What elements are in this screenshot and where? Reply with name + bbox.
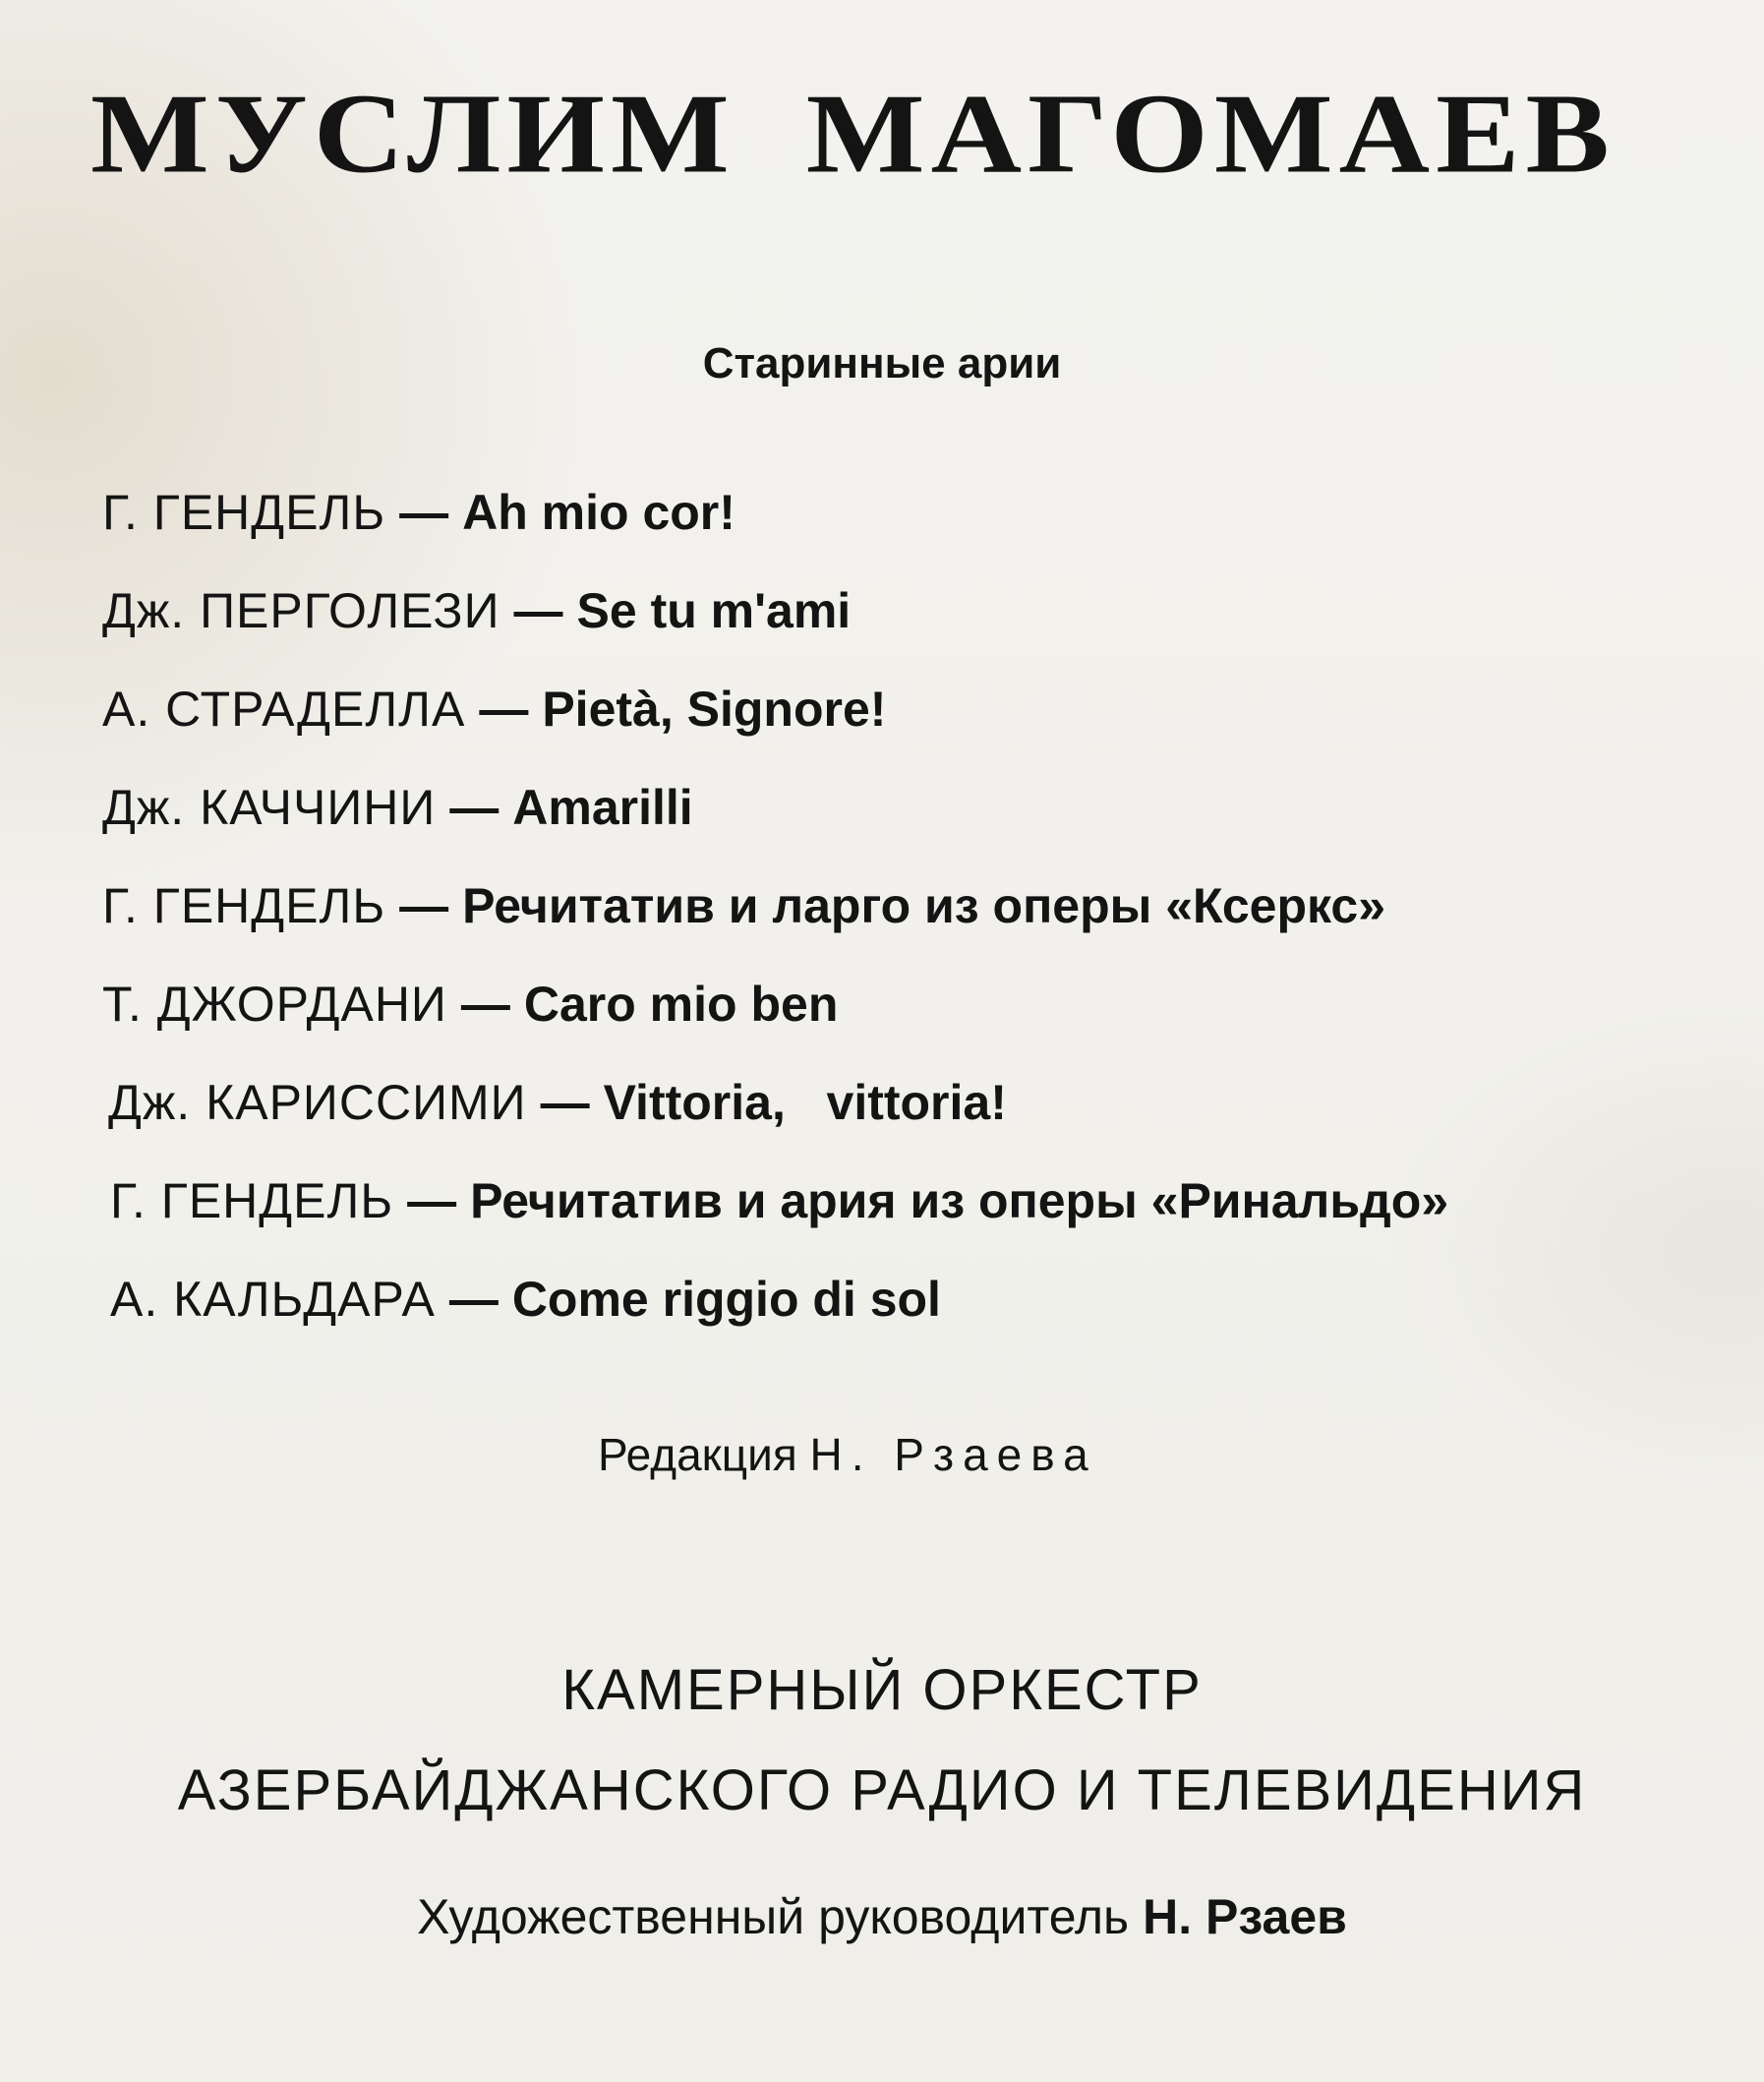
track-composer: Дж. КАЧЧИНИ: [102, 780, 437, 835]
track-item: [102, 878, 1386, 933]
director-label: Художественный руководитель: [417, 1889, 1130, 1944]
track-title: Vittoria, vittoria!: [603, 1075, 1007, 1130]
track-dash: —: [399, 485, 449, 540]
artist-name: МУСЛИМ МАГОМАЕВ: [90, 70, 1616, 197]
track-composer: Г. ГЕНДЕЛЬ: [102, 878, 386, 933]
track-dash: —: [540, 1075, 590, 1130]
track-title: Se tu m'ami: [576, 583, 852, 638]
track-dash: —: [399, 878, 449, 933]
track-title: Come riggio di sol: [511, 1272, 941, 1327]
track-dash: —: [407, 1173, 457, 1228]
director-name: Н. Рзаев: [1143, 1889, 1347, 1944]
track-composer: Г. ГЕНДЕЛЬ: [102, 485, 386, 540]
editor-prefix: Редакция: [598, 1429, 797, 1480]
track-dash: —: [479, 682, 529, 737]
track-composer: А. СТРАДЕЛЛА: [102, 682, 466, 737]
track-item: [102, 780, 693, 835]
track-composer: А. КАЛЬДАРА: [110, 1272, 436, 1327]
track-dash: —: [449, 780, 500, 835]
track-dash: —: [460, 977, 510, 1032]
track-dash: —: [448, 1272, 499, 1327]
editor-name: Н. Рзаева: [809, 1429, 1097, 1480]
track-title: Речитатив и ларго из оперы «Ксеркс»: [462, 878, 1386, 933]
orchestra-line-1: КАМЕРНЫЙ ОРКЕСТР: [561, 1658, 1203, 1722]
track-title: Caro mio ben: [523, 977, 839, 1032]
track-title: Речитатив и ария из оперы «Ринальдо»: [470, 1173, 1449, 1228]
track-title: Pietà, Signore!: [542, 682, 887, 737]
track-item: [102, 682, 887, 737]
track-dash: —: [513, 583, 563, 638]
track-composer: Дж. ПЕРГОЛЕЗИ: [102, 583, 500, 638]
track-item: [102, 977, 839, 1032]
editor-credit: [598, 1428, 1097, 1481]
track-item: [110, 1272, 941, 1327]
album-subtitle: Старинные арии: [702, 339, 1062, 387]
orchestra-line-2: АЗЕРБАЙДЖАНСКОГО РАДИО И ТЕЛЕВИДЕНИЯ: [177, 1758, 1587, 1822]
track-item: [102, 485, 735, 540]
track-composer: Т. ДЖОРДАНИ: [102, 977, 447, 1032]
track-title: Amarilli: [512, 780, 693, 835]
track-item: [110, 1173, 1449, 1228]
track-item: [108, 1075, 1007, 1130]
track-composer: Дж. КАРИССИМИ: [108, 1075, 527, 1130]
track-item: [102, 583, 852, 638]
track-composer: Г. ГЕНДЕЛЬ: [110, 1173, 394, 1228]
director-credit: [0, 1888, 1764, 1945]
track-title: Ah mio cor!: [462, 485, 735, 540]
